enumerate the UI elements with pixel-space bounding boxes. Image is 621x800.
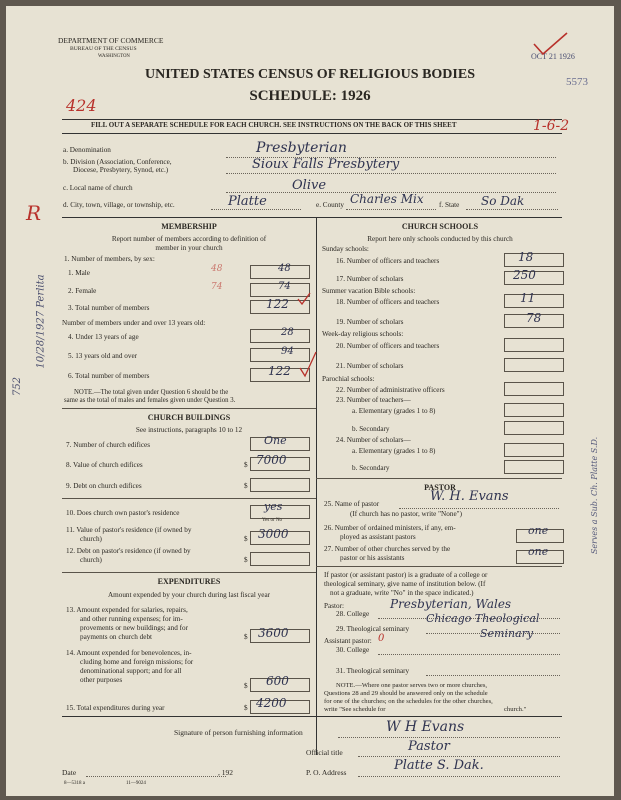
q13-label-4: payments on church debt: [80, 633, 153, 641]
form-schedule-year: SCHEDULE: 1926: [249, 88, 371, 104]
instruction-line: FILL OUT A SEPARATE SCHEDULE FOR EACH CHURCH. SEE INSTRUCTIONS ON THE BACK OF THIS SHEET: [91, 121, 457, 129]
left-margin-note-2: 752: [12, 376, 24, 397]
q1-value: 48: [278, 263, 291, 274]
q18-value: 11: [520, 291, 536, 305]
membership-intro-1: Report number of members according to definition of: [111, 235, 267, 243]
q8-label: 8. Value of church edifices: [66, 461, 143, 469]
census-schedule-form: [6, 6, 614, 796]
assistant-pastor-value: 0: [378, 633, 385, 644]
q15-value: 4200: [256, 696, 287, 710]
city-town-value[interactable]: Platte: [228, 194, 267, 209]
print-number: 11—9024: [126, 781, 146, 786]
q2-value: 74: [278, 281, 291, 292]
q10-value: yes: [264, 500, 283, 513]
city-label: WASHINGTON: [98, 54, 130, 59]
po-address-label: P. O. Address: [306, 768, 347, 777]
q31-label: 31. Theological seminary: [336, 667, 410, 675]
sunday-schools-heading: Sunday schools:: [322, 245, 369, 253]
q22-label: 22. Number of administrative officers: [336, 386, 445, 394]
q27-label-2: pastor or his assistants: [340, 554, 405, 562]
q12-box[interactable]: [250, 552, 310, 566]
q14-label-1: 14. Amount expended for benevolences, in-: [66, 649, 192, 657]
members-by-sex-heading: 1. Number of members, by sex:: [64, 255, 155, 263]
q14-label-3: denominational support; and for all: [80, 667, 182, 675]
q9-box[interactable]: [250, 478, 310, 492]
summer-schools-heading: Summer vacation Bible schools:: [322, 287, 416, 295]
stamp-number: 5573: [566, 76, 588, 88]
q23-label: 23. Number of teachers—: [336, 396, 411, 404]
q4-box[interactable]: [250, 329, 310, 343]
q23b-box[interactable]: [504, 421, 564, 435]
q5-value: 94: [281, 346, 294, 357]
q24a-box[interactable]: [504, 443, 564, 457]
pastor-note-1: NOTE.—Where one pastor serves two or more churches,: [336, 682, 488, 689]
q6-value: 122: [268, 364, 291, 378]
graduate-instruction-2: theological seminary, give name of institution below. (If: [324, 580, 486, 588]
denomination-value[interactable]: Presbyterian: [256, 140, 347, 156]
expenditures-title: EXPENDITURES: [157, 577, 221, 586]
q16-box[interactable]: [504, 253, 564, 267]
q13-label-3: provements or new buildings; and for: [80, 624, 188, 632]
graduate-instruction-1: If pastor (or assistant pastor) is a graduate of a college or: [324, 571, 488, 579]
membership-intro-2: member in your church: [155, 244, 223, 252]
right-margin-note: Serves a Sub. Ch. Platte S.D.: [590, 436, 600, 555]
q3-label: 3. Total number of members: [68, 304, 150, 312]
membership-note-2: same as the total of males and females given under Question 3.: [64, 397, 236, 404]
q29-value-line2: Seminary: [480, 627, 534, 640]
membership-note-1: NOTE.—The total given under Question 6 should be the: [74, 389, 229, 396]
pastor-title: PASTOR: [424, 483, 456, 492]
q24-label: 24. Number of scholars—: [336, 436, 411, 444]
q24b-box[interactable]: [504, 460, 564, 474]
official-title-value[interactable]: Pastor: [408, 739, 450, 754]
q11-label-2: church): [80, 535, 102, 543]
q13-value: 3600: [258, 626, 289, 640]
city-town-label: d. City, town, village, or township, etc.: [63, 201, 175, 209]
division-label-2: Diocese, Presbytery, Synod, etc.): [73, 166, 169, 174]
q20-label: 20. Number of officers and teachers: [336, 342, 440, 350]
pastor-name-value[interactable]: W. H. Evans: [430, 489, 509, 504]
q14-value: 600: [266, 674, 289, 688]
graduate-instruction-3: not a graduate, write "No" in the space indicated.): [330, 589, 474, 597]
received-date-stamp: OCT 21 1926: [531, 52, 575, 61]
q12-label-2: church): [80, 556, 102, 564]
pastor-subheading: Pastor:: [324, 602, 344, 610]
q11-dollar: $: [244, 535, 248, 543]
q23a-label: a. Elementary (grades 1 to 8): [352, 407, 436, 415]
check-icon: [296, 291, 312, 307]
checkmark-icon: [531, 30, 571, 58]
q13-label-1: 13. Amount expended for salaries, repairs,: [66, 606, 188, 614]
red-code: 1-6-2: [533, 118, 570, 134]
department-label: DEPARTMENT OF COMMERCE: [58, 36, 164, 45]
q27-label-1: 27. Number of other churches served by the: [324, 545, 451, 553]
form-title: UNITED STATES CENSUS OF RELIGIOUS BODIES: [144, 67, 475, 82]
q16-label: 16. Number of officers and teachers: [336, 257, 440, 265]
q24b-label: b. Secondary: [352, 464, 390, 472]
q17-label: 17. Number of scholars: [336, 275, 404, 283]
q11-value: 3000: [258, 527, 289, 541]
q13-dollar: $: [244, 633, 248, 641]
q24a-label: a. Elementary (grades 1 to 8): [352, 447, 436, 455]
q28-label: 28. College: [336, 610, 370, 618]
yes-no-hint: Yes or No: [262, 518, 283, 523]
q21-box[interactable]: [504, 358, 564, 372]
q27-value: one: [528, 545, 549, 558]
pastor-note-2: Questions 28 and 29 should be answered only on the schedule: [324, 690, 488, 697]
local-name-label: c. Local name of church: [63, 184, 133, 192]
pastor-note-3: for one of the churches; on the schedules for the other churches,: [324, 698, 493, 705]
expenditures-intro: Amount expended by your church during last fiscal year: [107, 591, 271, 599]
bureau-label: BUREAU OF THE CENSUS: [70, 46, 137, 52]
q29-label: 29. Theological seminary: [336, 625, 410, 633]
q15-dollar: $: [244, 704, 248, 712]
q18-label: 18. Number of officers and teachers: [336, 298, 440, 306]
county-label: e. County: [316, 201, 344, 209]
membership-title: MEMBERSHIP: [161, 222, 217, 231]
q9-label: 9. Debt on church edifices: [66, 482, 142, 490]
q8-value: 7000: [256, 453, 287, 467]
q25-label: 25. Name of pastor: [324, 500, 380, 508]
q1-red-mark: 48: [211, 264, 223, 274]
q5-label: 5. 13 years old and over: [68, 352, 138, 360]
buildings-title: CHURCH BUILDINGS: [147, 413, 231, 422]
division-label-1: b. Division (Association, Conference,: [63, 158, 172, 166]
q15-label: 15. Total expenditures during year: [66, 704, 165, 712]
pastor-note-4: write "See schedule for: [324, 706, 386, 713]
red-margin-letter: R: [26, 201, 42, 225]
division-value[interactable]: Sioux Falls Presbytery: [252, 157, 400, 172]
q1-label: 1. Male: [68, 269, 90, 277]
q13-label-2: and other running expenses; for im-: [80, 615, 183, 623]
q10-label: 10. Does church own pastor's residence: [66, 509, 180, 517]
q14-label-4: other purposes: [80, 676, 123, 684]
q3-value: 122: [266, 297, 289, 311]
official-title-label: Official title: [306, 748, 343, 757]
q4-label: 4. Under 13 years of age: [68, 333, 139, 341]
q12-dollar: $: [244, 556, 248, 564]
q19-label: 19. Number of scholars: [336, 318, 404, 326]
q25-hint: (If church has no pastor, write "None"): [350, 510, 462, 518]
members-by-age-heading: Number of members under and over 13 years old:: [62, 319, 206, 327]
q26-value: one: [528, 524, 549, 537]
q26-label-2: ployed as assistant pastors: [340, 533, 416, 541]
signature-label: Signature of person furnishing information: [174, 728, 303, 737]
local-name-value[interactable]: Olive: [292, 178, 327, 193]
buildings-see: See instructions, paragraphs 10 to 12: [135, 426, 243, 434]
q30-label: 30. College: [336, 646, 370, 654]
q20-box[interactable]: [504, 338, 564, 352]
q6-label: 6. Total number of members: [68, 372, 150, 380]
q2-red-mark: 74: [211, 282, 223, 292]
q19-value: 78: [526, 311, 542, 325]
q16-value: 18: [518, 250, 534, 264]
parochial-schools-heading: Parochial schools:: [322, 375, 375, 383]
left-margin-note: 10/28/1927 Perlita: [35, 274, 47, 369]
state-value[interactable]: So Dak: [481, 194, 525, 208]
q7-label: 7. Number of church edifices: [66, 441, 151, 449]
po-address-value[interactable]: Platte S. Dak.: [394, 758, 484, 773]
q23b-label: b. Secondary: [352, 425, 390, 433]
q12-label-1: 12. Debt on pastor's residence (if owned by: [66, 547, 191, 555]
schools-intro: Report here only schools conducted by this church: [367, 235, 513, 243]
state-label: f. State: [439, 201, 460, 209]
assistant-pastor-subheading: Assistant pastor:: [324, 637, 372, 645]
county-value[interactable]: Charles Mix: [350, 192, 424, 206]
signature-value[interactable]: W H Evans: [386, 719, 465, 735]
q9-dollar: $: [244, 482, 248, 490]
q22-box[interactable]: [504, 382, 564, 396]
q4-value: 28: [281, 327, 294, 338]
q2-label: 2. Female: [68, 287, 97, 295]
q17-value: 250: [513, 268, 536, 282]
date-label: Date: [62, 768, 77, 777]
q11-label-1: 11. Value of pastor's residence (if owned by: [66, 526, 192, 534]
q26-label-1: 26. Number of ordained ministers, if any, em-: [324, 524, 456, 532]
red-schedule-number: 424: [66, 96, 97, 115]
q21-label: 21. Number of scholars: [336, 362, 404, 370]
q23a-box[interactable]: [504, 403, 564, 417]
weekday-schools-heading: Week-day religious schools:: [322, 330, 404, 338]
q14-dollar: $: [244, 682, 248, 690]
q7-value: One: [264, 434, 287, 447]
q14-label-2: cluding home and foreign missions; for: [80, 658, 194, 666]
schools-title: CHURCH SCHOOLS: [401, 222, 479, 231]
denomination-label: a. Denomination: [63, 146, 111, 154]
q29-value-line1[interactable]: Chicago Theological: [426, 612, 540, 625]
q8-dollar: $: [244, 461, 248, 469]
q28-value[interactable]: Presbyterian, Wales: [390, 597, 512, 611]
date-year: , 192: [218, 768, 233, 777]
form-number: 8—5318 a: [64, 781, 85, 786]
check-icon: [298, 350, 318, 378]
pastor-note-5: church.": [504, 706, 527, 713]
